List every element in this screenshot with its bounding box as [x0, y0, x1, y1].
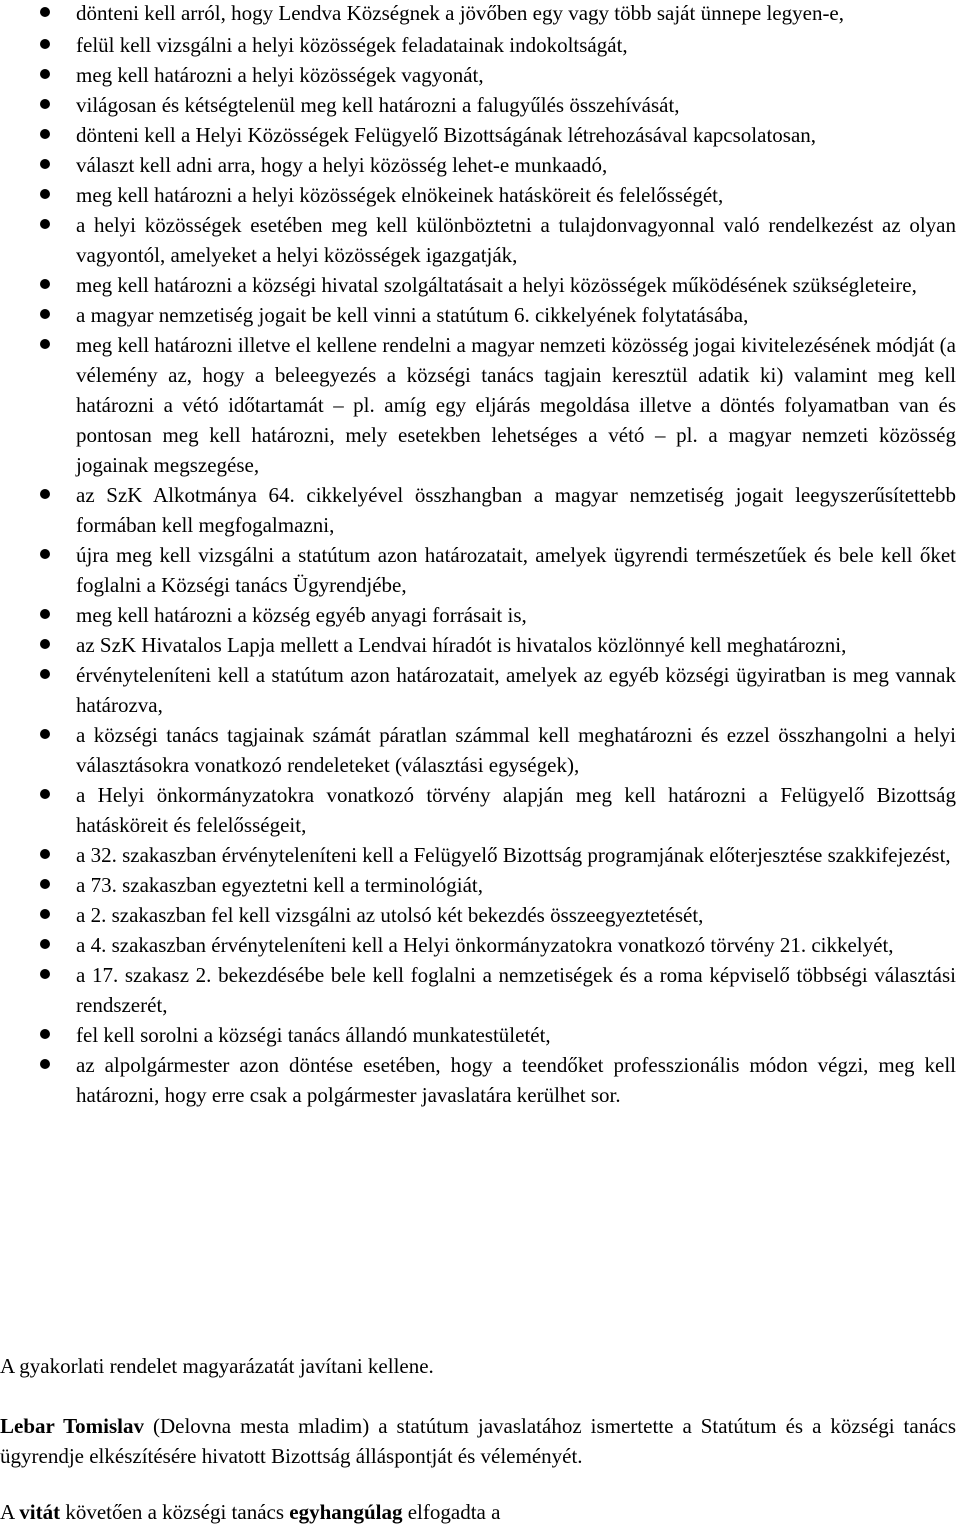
bullet-dot-icon [40, 1029, 50, 1039]
list-item-text: az SzK Hivatalos Lapja mellett a Lendvai híradót is hivatalos közlönnyé kell meghatározni, [76, 633, 847, 657]
list-item-text: érvényteleníteni kell a statútum azon határozatait, amelyek az egyéb községi ügyiratban is meg vannak határozva, [76, 663, 956, 717]
list-item-text: a 17. szakasz 2. bekezdésébe bele kell foglalni a nemzetiségek és a roma képviselő többségi választási rendszerét, [76, 963, 956, 1017]
list-item-text: dönteni kell arról, hogy Lendva Községnek a jövőben egy vagy több saját ünnepe legyen-e, [76, 1, 845, 25]
bullet-dot-icon [40, 159, 50, 169]
list-item-text: meg kell határozni illetve el kellene rendelni a magyar nemzeti közösség jogai kivitelezésének módját (a vélemény az, hogy a beleegyezés a községi tanács tagjain keresztül adatik ki) valamint meg kell határozni a vétó időtartamát – pl. amíg egy eljárás megoldása illetve a döntés folyamatban van és pontosan meg kell határozni, mely esetekben lehetséges a vétó – pl. a magyar nemzeti közösség jogainak megszegése, [76, 333, 956, 477]
list-item [0, 270, 960, 300]
bullet-dot-icon [40, 879, 50, 889]
list-item [0, 840, 960, 870]
list-item-text: választ kell adni arra, hogy a helyi közösség lehet-e munkaadó, [76, 153, 608, 177]
list-item [0, 720, 960, 780]
bullet-dot-icon [40, 39, 50, 49]
list-item-text: meg kell határozni a község egyéb anyagi forrásait is, [76, 603, 527, 627]
list-item [0, 870, 960, 900]
list-item [0, 60, 960, 90]
list-item [0, 150, 960, 180]
bullet-dot-icon [40, 939, 50, 949]
list-item-text: a helyi közösségek esetében meg kell különböztetni a tulajdonvagyonnal való rendelkezést az olyan vagyontól, amelyeket a helyi közösségek igazgatják, [76, 213, 956, 267]
list-item-text: a községi tanács tagjainak számát páratlan számmal kell meghatározni és ezzel összhangolni a helyi választásokra vonatkozó rendeleteket (választási egységek), [76, 723, 956, 777]
bullet-dot-icon [40, 189, 50, 199]
list-item-text: fel kell sorolni a községi tanács állandó munkatestületét, [76, 1023, 551, 1047]
list-item [0, 630, 960, 660]
bullet-dot-icon [40, 609, 50, 619]
list-item-text: újra meg kell vizsgálni a statútum azon határozatait, amelyek ügyrendi természetűek és bele kell őket foglalni a Községi tanács Ügyrendjébe, [76, 543, 956, 597]
list-item-text: a 4. szakaszban érvényteleníteni kell a Helyi önkormányzatokra vonatkozó törvény 21. cikkelyét, [76, 933, 894, 957]
list-item-text: felül kell vizsgálni a helyi közösségek feladatainak indokoltságát, [76, 33, 628, 57]
bullet-dot-icon [40, 789, 50, 799]
list-item [0, 90, 960, 120]
list-item [0, 540, 960, 600]
list-item [0, 480, 960, 540]
list-item-text: meg kell határozni a helyi közösségek elnökeinek hatásköreit és felelősségét, [76, 183, 724, 207]
list-item [0, 300, 960, 330]
bullet-dot-icon [40, 309, 50, 319]
list-item [0, 1020, 960, 1050]
list-item-text: meg kell határozni a helyi közösségek vagyonát, [76, 63, 484, 87]
bullet-dot-icon [40, 99, 50, 109]
list-item-text: világosan és kétségtelenül meg kell határozni a falugyűlés összehívását, [76, 93, 680, 117]
list-item-text: a 73. szakaszban egyeztetni kell a terminológiát, [76, 873, 484, 897]
list-item-text: meg kell határozni a községi hivatal szolgáltatásait a helyi közösségek működésének szükségleteire, [76, 273, 917, 297]
bullet-dot-icon [40, 69, 50, 79]
list-item-text: a magyar nemzetiség jogait be kell vinni a statútum 6. cikkelyének folytatásába, [76, 303, 749, 327]
list-item [0, 30, 960, 60]
bullet-dot-icon [40, 909, 50, 919]
bullet-dot-icon [40, 129, 50, 139]
list-item [0, 660, 960, 720]
list-item [0, 1050, 960, 1110]
list-item-text: az alpolgármester azon döntése esetében, hogy a teendőket professzionális módon végzi, meg kell határozni, hogy erre csak a polgármester javaslatára kerülhet sor. [76, 1053, 956, 1107]
list-item [0, 0, 960, 28]
list-item-text: az SzK Alkotmánya 64. cikkelyével összhangban a magyar nemzetiség jogait leegyszerűsítettebb formában kell megfogalmazni, [76, 483, 956, 537]
list-item [0, 600, 960, 630]
bold-word: egyhangúlag [289, 1500, 403, 1524]
bullet-dot-icon [40, 849, 50, 859]
paragraph-lebar-tomislav [0, 1411, 956, 1471]
list-item-text: a 32. szakaszban érvényteleníteni kell a Felügyelő Bizottság programjának előterjesztése szakkifejezést, [76, 843, 951, 867]
paragraph-text-part: A [0, 1500, 20, 1524]
list-item [0, 780, 960, 840]
bullet-dot-icon [40, 279, 50, 289]
list-item-text: a 2. szakaszban fel kell vizsgálni az utolsó két bekezdés összeegyeztetését, [76, 903, 704, 927]
bullet-dot-icon [40, 669, 50, 679]
list-item [0, 120, 960, 150]
list-item [0, 930, 960, 960]
paragraph-text: A gyakorlati rendelet magyarázatát javítani kellene. [0, 1354, 434, 1378]
list-item [0, 330, 960, 480]
list-item [0, 180, 960, 210]
bullet-dot-icon [40, 219, 50, 229]
paragraph-text: (Delovna mesta mladim) a statútum javaslatához ismertette a Statútum és a községi tanács ügyrendje elkészítésére hivatott Bizottság álláspontját és véleményét. [0, 1414, 957, 1468]
bullet-dot-icon [40, 729, 50, 739]
list-item-text: a Helyi önkormányzatokra vonatkozó törvény alapján meg kell határozni a Felügyelő Bizottság hatásköreit és felelősségeit, [76, 783, 956, 837]
bullet-dot-icon [40, 7, 50, 17]
paragraph-text-part: elfogadta a [402, 1500, 501, 1524]
bold-word: vitát [19, 1500, 61, 1524]
paragraph-text-part: követően a községi tanács [60, 1500, 290, 1524]
bullet-dot-icon [40, 1059, 50, 1069]
list-item [0, 210, 960, 270]
speaker-name: Lebar Tomislav [0, 1414, 144, 1438]
bullet-dot-icon [40, 489, 50, 499]
bullet-dot-icon [40, 639, 50, 649]
list-item [0, 960, 960, 1020]
list-item [0, 900, 960, 930]
paragraph-practical-regulation [0, 1351, 956, 1381]
paragraph-vote [0, 1497, 956, 1527]
list-item-text: dönteni kell a Helyi Közösségek Felügyelő Bizottságának létrehozásával kapcsolatosan, [76, 123, 817, 147]
bullet-dot-icon [40, 339, 50, 349]
bullet-dot-icon [40, 549, 50, 559]
bullet-dot-icon [40, 969, 50, 979]
